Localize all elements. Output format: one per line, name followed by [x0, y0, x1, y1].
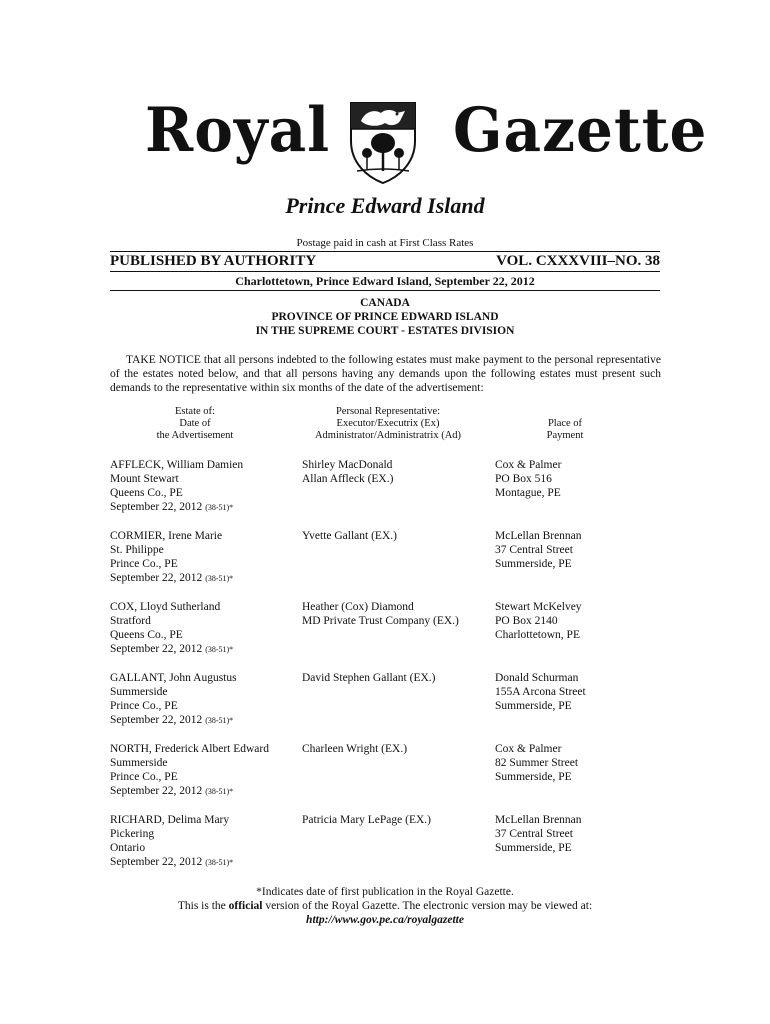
estate-line: Prince Co., PE — [110, 558, 178, 570]
estate-row — [110, 642, 233, 657]
payment-row — [495, 770, 578, 784]
estate-entry — [110, 529, 233, 586]
estate-entry — [110, 742, 269, 799]
representative-entry — [302, 671, 436, 685]
estate-row — [110, 486, 243, 500]
footer-official-bold: official — [228, 900, 263, 912]
estate-line: COX, Lloyd Sutherland — [110, 601, 221, 613]
column-header-estate-line: Date of — [179, 418, 211, 429]
publication-ref: (38-51)* — [205, 645, 234, 654]
payment-row — [495, 742, 578, 756]
payment-line: McLellan Brennan — [495, 814, 582, 826]
publication-ref: (38-51)* — [205, 574, 234, 583]
representative-row — [302, 472, 393, 486]
payment-line: Stewart McKelvey — [495, 601, 582, 613]
estate-row — [110, 458, 243, 472]
estate-row — [110, 784, 269, 799]
payment-row — [495, 458, 561, 472]
estate-row — [110, 628, 233, 642]
estate-line: Prince Co., PE — [110, 771, 178, 783]
payment-line: 82 Summer Street — [495, 757, 579, 769]
estate-row — [110, 756, 269, 770]
estate-line: September 22, 2012 — [110, 856, 203, 868]
payment-entry — [495, 600, 582, 642]
publication-ref: (38-51)* — [205, 716, 234, 725]
representative-entry — [302, 742, 407, 756]
estate-line: September 22, 2012 — [110, 714, 203, 726]
payment-line: Summerside, PE — [495, 558, 572, 570]
masthead-title-royal: Royal — [145, 94, 331, 166]
payment-row — [495, 600, 582, 614]
payment-row — [495, 827, 582, 841]
estate-row — [110, 699, 237, 713]
estate-line: Summerside — [110, 757, 168, 769]
payment-line: Donald Schurman — [495, 672, 579, 684]
payment-line: Cox & Palmer — [495, 459, 562, 471]
mid-rule — [110, 271, 660, 272]
estate-line: RICHARD, Delima Mary — [110, 814, 230, 826]
payment-line: Cox & Palmer — [495, 743, 562, 755]
payment-line: Charlottetown, PE — [495, 629, 580, 641]
column-header-representative-line: Personal Representative: — [335, 406, 441, 417]
estate-line: September 22, 2012 — [110, 572, 203, 584]
estate-line: CORMIER, Irene Marie — [110, 530, 223, 542]
estate-line: Queens Co., PE — [110, 629, 183, 641]
estate-line: Mount Stewart — [110, 473, 179, 485]
estate-line: NORTH, Frederick Albert Edward — [110, 743, 269, 755]
estate-row — [110, 855, 233, 870]
payment-row — [495, 614, 582, 628]
estate-row — [110, 713, 237, 728]
estate-row — [110, 813, 233, 827]
estate-row — [110, 571, 233, 586]
estate-row — [110, 827, 233, 841]
column-header-representative-line: Executor/Executrix (Ex) — [336, 418, 440, 429]
estate-row — [110, 543, 233, 557]
estate-line: Queens Co., PE — [110, 487, 183, 499]
estate-row — [110, 841, 233, 855]
payment-entry — [495, 458, 561, 500]
footer-official-post: version of the Royal Gazette. The electronic version may be viewed at: — [262, 900, 593, 912]
pei-coat-of-arms-icon — [347, 101, 419, 185]
court-line-division: IN THE SUPREME COURT - ESTATES DIVISION — [255, 325, 515, 337]
column-header-estate-line: Estate of: — [175, 406, 215, 417]
estate-row — [110, 742, 269, 756]
representative-row — [302, 600, 459, 614]
estate-row — [110, 614, 233, 628]
estate-entry — [110, 671, 237, 728]
bottom-rule — [110, 290, 660, 291]
payment-line: 155A Arcona Street — [495, 686, 586, 698]
estate-line: Prince Co., PE — [110, 700, 178, 712]
representative-line: MD Private Trust Company (EX.) — [302, 615, 459, 627]
footer-official-line — [0, 899, 770, 913]
payment-row — [495, 529, 582, 543]
representative-row — [302, 813, 431, 827]
estate-line: September 22, 2012 — [110, 785, 203, 797]
representative-line: Charleen Wright (EX.) — [302, 743, 408, 755]
estate-row — [110, 671, 237, 685]
representative-entry — [302, 529, 397, 543]
postage-note: Postage paid in cash at First Class Rates — [296, 237, 474, 249]
payment-row — [495, 543, 582, 557]
estate-row — [110, 529, 233, 543]
estate-row — [110, 600, 233, 614]
payment-row — [495, 841, 582, 855]
column-header-payment-line: Place of — [547, 418, 583, 429]
representative-entry — [302, 600, 459, 628]
court-line-province: PROVINCE OF PRINCE EDWARD ISLAND — [271, 311, 499, 323]
footer-official-pre: This is the — [177, 900, 229, 912]
publication-ref: (38-51)* — [205, 858, 234, 867]
estate-line: September 22, 2012 — [110, 643, 203, 655]
estate-entry — [110, 813, 233, 870]
payment-entry — [495, 813, 582, 855]
publication-ref: (38-51)* — [205, 787, 234, 796]
representative-line: Yvette Gallant (EX.) — [302, 530, 397, 542]
estate-line: Stratford — [110, 615, 151, 627]
masthead-title-gazette: Gazette — [453, 94, 708, 166]
column-header-estate-line: the Advertisement — [156, 430, 234, 441]
footer-url-link[interactable]: http://www.gov.pe.ca/royalgazette — [306, 914, 464, 926]
top-rule — [110, 251, 660, 252]
notice-paragraph — [110, 353, 661, 395]
representative-line: Allan Affleck (EX.) — [302, 473, 394, 485]
representative-row — [302, 614, 459, 628]
estate-row — [110, 685, 237, 699]
payment-entry — [495, 529, 582, 571]
representative-entry — [302, 458, 393, 486]
representative-line: Patricia Mary LePage (EX.) — [302, 814, 432, 826]
payment-line: 37 Central Street — [495, 544, 573, 556]
estate-line: Ontario — [110, 842, 146, 854]
column-header-representative — [298, 406, 478, 442]
representative-row — [302, 671, 436, 685]
payment-line: McLellan Brennan — [495, 530, 582, 542]
column-header-representative-line: Administrator/Administratrix (Ad) — [314, 430, 462, 441]
column-header-payment-line: Payment — [546, 430, 584, 441]
estate-entry — [110, 600, 233, 657]
representative-line: Heather (Cox) Diamond — [302, 601, 414, 613]
representative-row — [302, 529, 397, 543]
estate-line: GALLANT, John Augustus — [110, 672, 237, 684]
estate-line: Summerside — [110, 686, 168, 698]
estate-line: AFFLECK, William Damien — [110, 459, 244, 471]
estate-row — [110, 472, 243, 486]
payment-row — [495, 813, 582, 827]
column-header-payment — [500, 418, 630, 442]
column-header-estate — [110, 406, 280, 442]
estate-line: St. Philippe — [110, 544, 164, 556]
estate-row — [110, 557, 233, 571]
payment-row — [495, 628, 582, 642]
estate-row — [110, 500, 243, 515]
published-by: PUBLISHED BY AUTHORITY — [110, 253, 317, 269]
payment-line: PO Box 2140 — [495, 615, 558, 627]
payment-row — [495, 557, 582, 571]
payment-entry — [495, 742, 578, 784]
payment-line: Summerside, PE — [495, 842, 572, 854]
payment-line: PO Box 516 — [495, 473, 552, 485]
payment-line: Montague, PE — [495, 487, 561, 499]
estate-line: September 22, 2012 — [110, 501, 203, 513]
estate-line: Pickering — [110, 828, 155, 840]
payment-row — [495, 486, 561, 500]
payment-line: 37 Central Street — [495, 828, 573, 840]
payment-entry — [495, 671, 586, 713]
representative-line: Shirley MacDonald — [302, 459, 393, 471]
payment-line: Summerside, PE — [495, 771, 572, 783]
masthead-subtitle: Prince Edward Island — [285, 193, 485, 218]
representative-row — [302, 742, 407, 756]
estate-entry — [110, 458, 243, 515]
payment-row — [495, 756, 578, 770]
volume-number: VOL. CXXXVIII–NO. 38 — [496, 253, 660, 269]
representative-line: David Stephen Gallant (EX.) — [302, 672, 436, 684]
payment-line: Summerside, PE — [495, 700, 572, 712]
payment-row — [495, 472, 561, 486]
payment-row — [495, 685, 586, 699]
footer-note: *Indicates date of first publication in the Royal Gazette. — [256, 886, 514, 898]
estate-row — [110, 770, 269, 784]
payment-row — [495, 699, 586, 713]
notice-text: TAKE NOTICE that all persons indebted to the following estates must make payment to the personal representative of the estates noted below, and that all persons having any demands upon the following estates must present such demands to the representative within six months of the date of the advertisement: — [110, 354, 661, 394]
court-line-country: CANADA — [360, 297, 410, 309]
representative-row — [302, 458, 393, 472]
court-heading — [0, 296, 770, 338]
representative-entry — [302, 813, 431, 827]
publication-ref: (38-51)* — [205, 503, 234, 512]
dateline: Charlottetown, Prince Edward Island, September 22, 2012 — [235, 274, 535, 288]
payment-row — [495, 671, 586, 685]
